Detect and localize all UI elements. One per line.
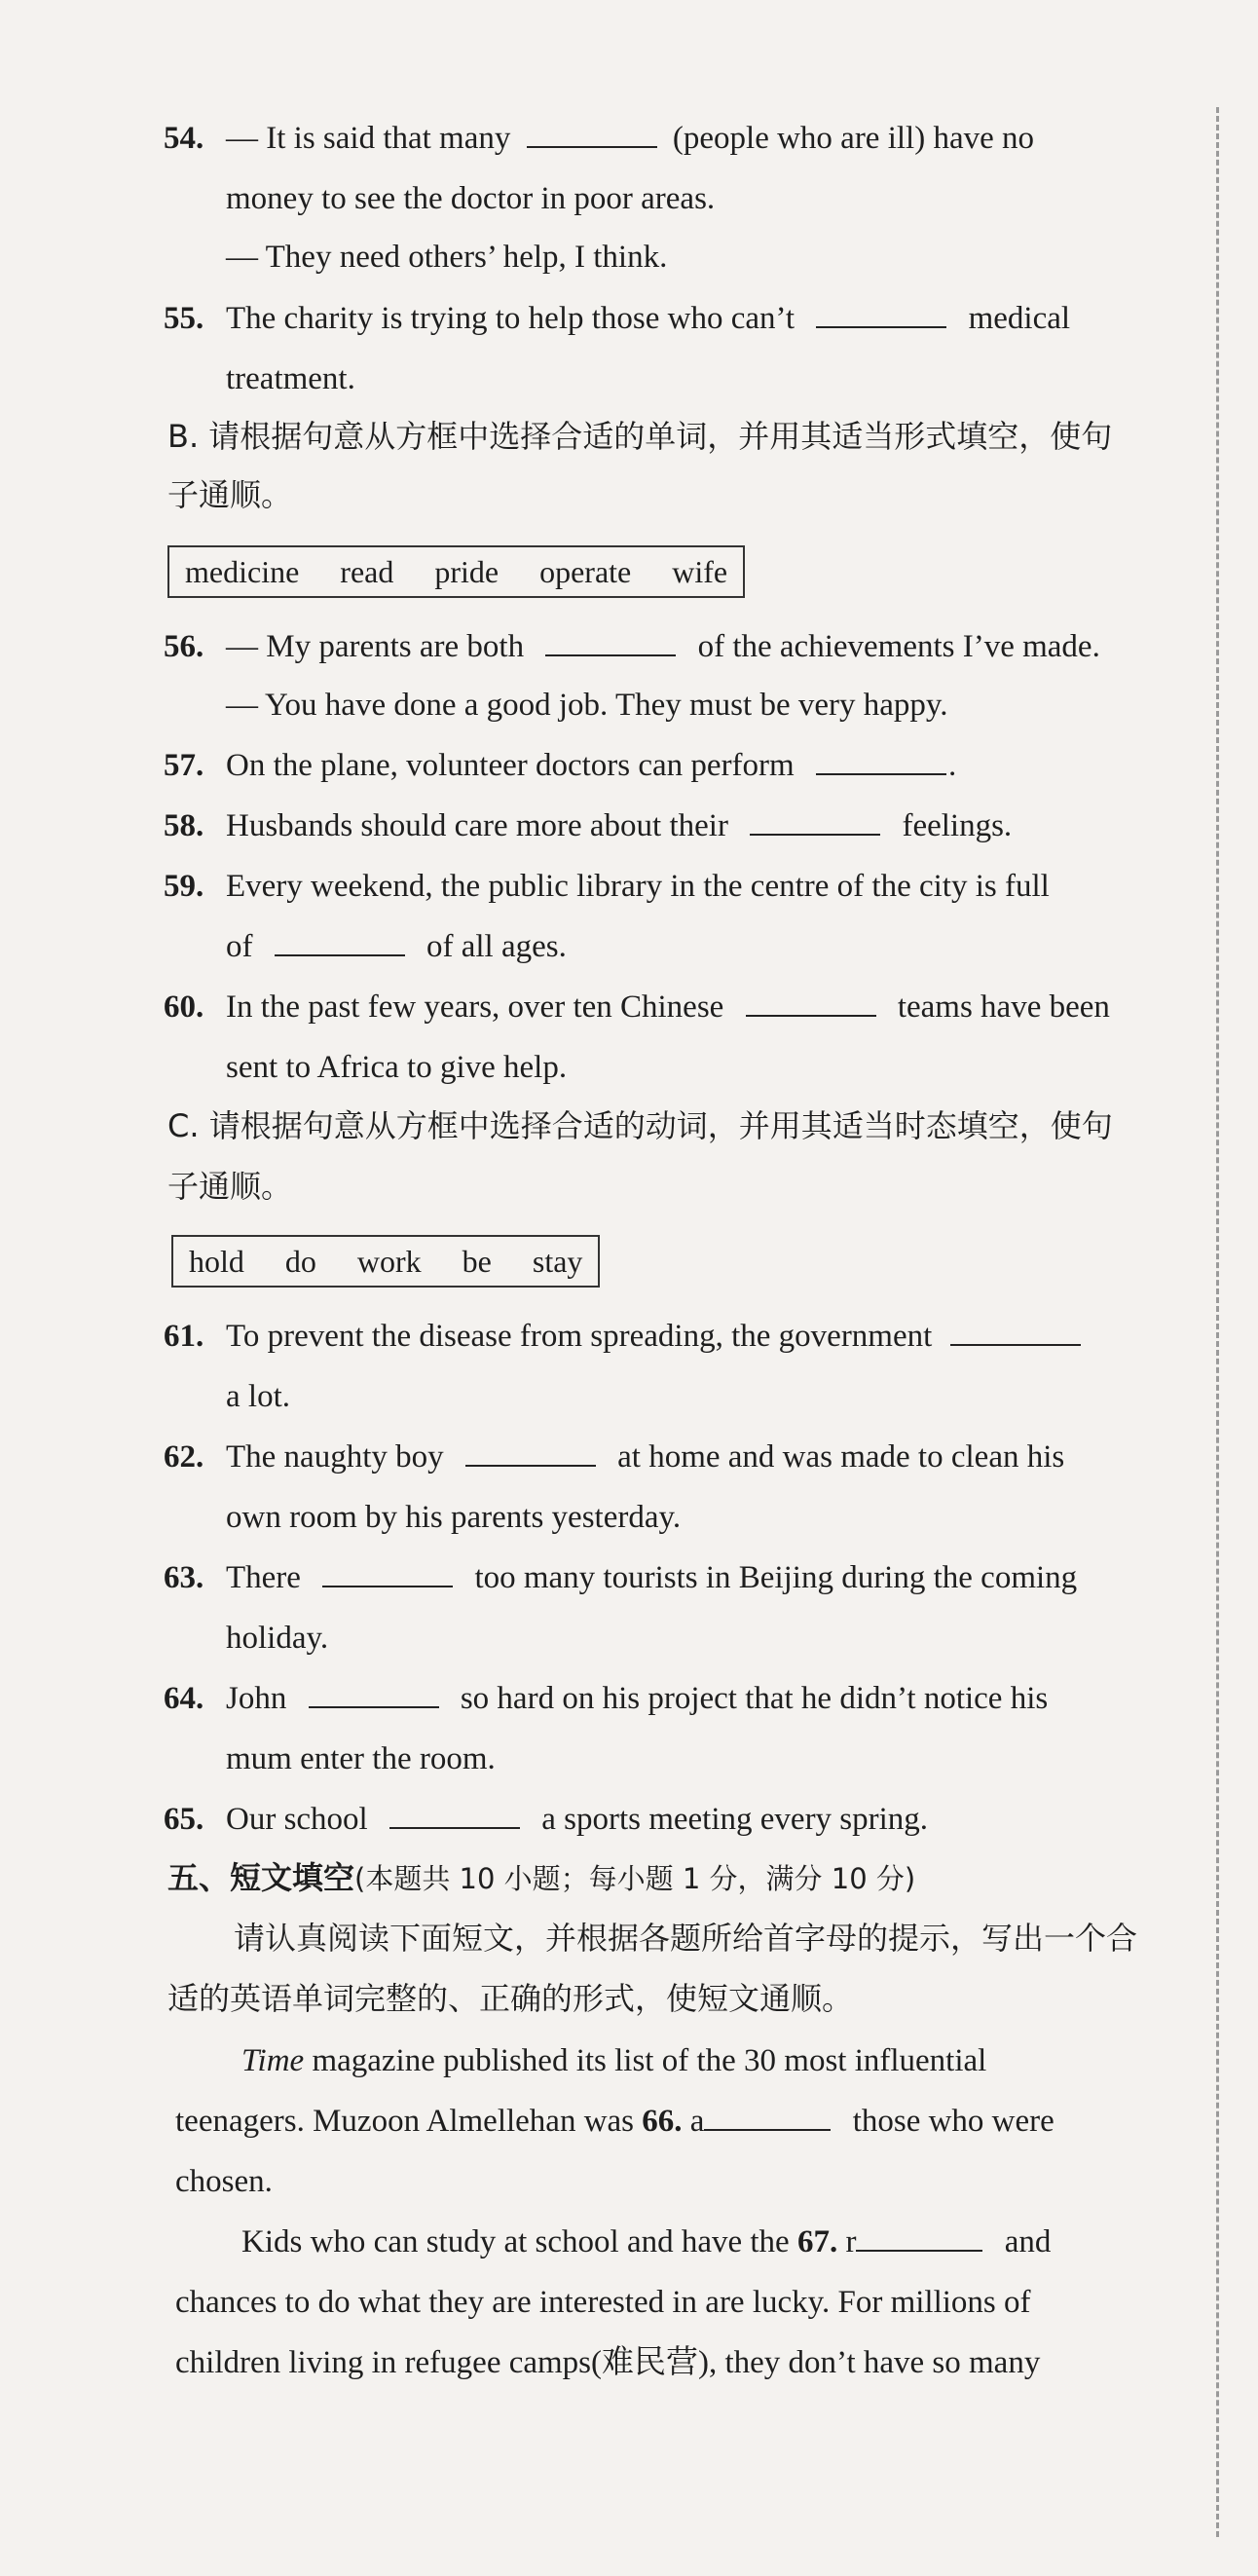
section-note: (本题共 10 小题；每小题 1 分，满分 10 分) [354, 1862, 916, 1895]
answer-blank[interactable] [816, 297, 946, 328]
answer-blank[interactable] [322, 1556, 453, 1587]
question-text: — My parents are both [226, 629, 525, 664]
answer-blank[interactable] [816, 744, 946, 775]
question-text: John [226, 1681, 287, 1716]
word-option: read [340, 554, 394, 589]
question-text: of the achievements I’ve made. [697, 629, 1100, 664]
answer-blank[interactable] [545, 625, 676, 656]
question-number: 58. [164, 808, 204, 843]
section-title: 五、短文填空 [167, 1859, 355, 1896]
question-text: a sports meeting every spring. [541, 1802, 929, 1837]
question-text: — They need others’ help, I think. [226, 240, 668, 275]
section-instructions: 适的英语单词完整的、正确的形式，使短文通顺。 [167, 1980, 854, 2017]
question-text: There [226, 1560, 301, 1595]
question-text: — You have done a good job. They must be very happy. [226, 688, 948, 723]
question-number: 61. [164, 1319, 204, 1354]
word-option: pride [434, 554, 500, 589]
question-text: too many tourists in Beijing during the coming [474, 1560, 1078, 1595]
answer-blank[interactable] [856, 2221, 982, 2252]
question-text: sent to Africa to give help. [226, 1050, 568, 1085]
question-number: 57. [164, 748, 204, 783]
question-text: money to see the doctor in poor areas. [226, 181, 716, 216]
question-number: 66. [642, 2104, 683, 2139]
word-option: do [284, 1244, 316, 1279]
question-number: 60. [164, 989, 204, 1025]
question-number: 54. [164, 121, 204, 156]
question-text: treatment. [226, 361, 355, 396]
word-option: work [356, 1244, 422, 1279]
answer-blank[interactable] [309, 1677, 439, 1708]
question-text: Our school [226, 1802, 368, 1837]
answer-blank[interactable] [750, 804, 880, 836]
question-number: 59. [164, 869, 204, 904]
word-option: wife [672, 554, 728, 589]
question-number: 62. [164, 1439, 204, 1475]
section-instructions: 请认真阅读下面短文，并根据各题所给首字母的提示，写出一个合 [234, 1920, 1138, 1957]
word-option: operate [539, 554, 632, 589]
question-text: The charity is trying to help those who can’t [226, 301, 796, 336]
question-text: teams have been [897, 989, 1110, 1025]
question-text: — It is said that many [226, 121, 511, 156]
answer-blank[interactable] [704, 2100, 831, 2131]
question-text: Every weekend, the public library in the centre of the city is full [226, 869, 1050, 904]
question-text: The naughty boy [226, 1439, 444, 1475]
question-number: 55. [164, 301, 204, 336]
question-text: (people who are ill) have no [672, 121, 1034, 156]
question-text: own room by his parents yesterday. [226, 1500, 682, 1535]
word-box-b [167, 545, 745, 598]
question-text: On the plane, volunteer doctors can perform [226, 748, 795, 783]
answer-blank[interactable] [465, 1436, 596, 1467]
word-option: medicine [185, 554, 300, 589]
question-text: mum enter the room. [226, 1741, 496, 1776]
question-number: 67. [796, 2224, 838, 2259]
question-text: Husbands should care more about their [226, 808, 728, 843]
dashed-margin-line [1216, 107, 1219, 2537]
question-text: In the past few years, over ten Chinese [226, 989, 724, 1025]
word-option: hold [189, 1244, 244, 1279]
answer-blank[interactable] [389, 1798, 520, 1829]
question-text: To prevent the disease from spreading, the government [226, 1319, 933, 1354]
question-number: 63. [164, 1560, 204, 1595]
question-text: holiday. [226, 1621, 329, 1656]
question-number: 64. [164, 1681, 204, 1716]
question-number: 65. [164, 1802, 204, 1837]
worksheet-page: 54. — It is said that many (people who are ill) have no money to see the doctor in poor areas. — They need others’ help, I think. 55. The charity is trying to help those who can’t medical treatment. B. 请根据句意从方框中选择合适的单词，并用其适当形式填空，使句 子通顺。 medicine read pride operate wife 56. — My parents are both of the achievements I’ve made. — You have done a good job. They must be very happy. 57. On the plane, volunteer doctors can perform . 58. Husbands should care more about their feelings. 59. Every weekend, the public library in the centre of the city is full of of all ages. 60. In the past few years, over ten Chinese teams have been sent to Africa to give help. C. 请根据句意从方框中选择合适的动词，并用其适当时态填空，使句 子通顺。 hold do work be stay 61. To prevent the disease from spreading, the government a lot. 62. The naughty boy at home and was made to clean his own room by his parents yesterday. 63. There too many tourists in Beijing during the coming holiday. 64. John so hard on his project that he didn’t notice his mum enter the room. 65. Our school a sports meeting every spring. 五、短文填空(本题共 10 小题；每小题 1 分，满分 10 分) 请认真阅读下面短文，并根据各题所给首字母的提示，写出一个合 适的英语单词完整的、正确的形式，使短文通顺。 Time magazine published its list of the 30 most influential teenagers. Muzoon Almellehan was 66. a those who were chosen. Kids who can study at school and have the 67. r and chances to do what they are interested in are lucky. For millions of children living in refugee camps(难民营), they don’t have so many [0, 0, 1258, 2576]
word-option: stay [532, 1244, 583, 1279]
question-text: a lot. [226, 1379, 290, 1414]
answer-blank[interactable] [950, 1315, 1081, 1346]
answer-blank[interactable] [275, 925, 405, 956]
question-number: 56. [164, 629, 204, 664]
question-text: so hard on his project that he didn’t notice his [460, 1681, 1049, 1716]
word-box-c [171, 1235, 600, 1288]
word-option: be [462, 1244, 492, 1279]
answer-blank[interactable] [527, 117, 657, 148]
question-text: at home and was made to clean his [617, 1439, 1065, 1475]
answer-blank[interactable] [746, 986, 876, 1017]
question-text: feelings. [902, 808, 1013, 843]
question-text: medical [968, 301, 1071, 336]
